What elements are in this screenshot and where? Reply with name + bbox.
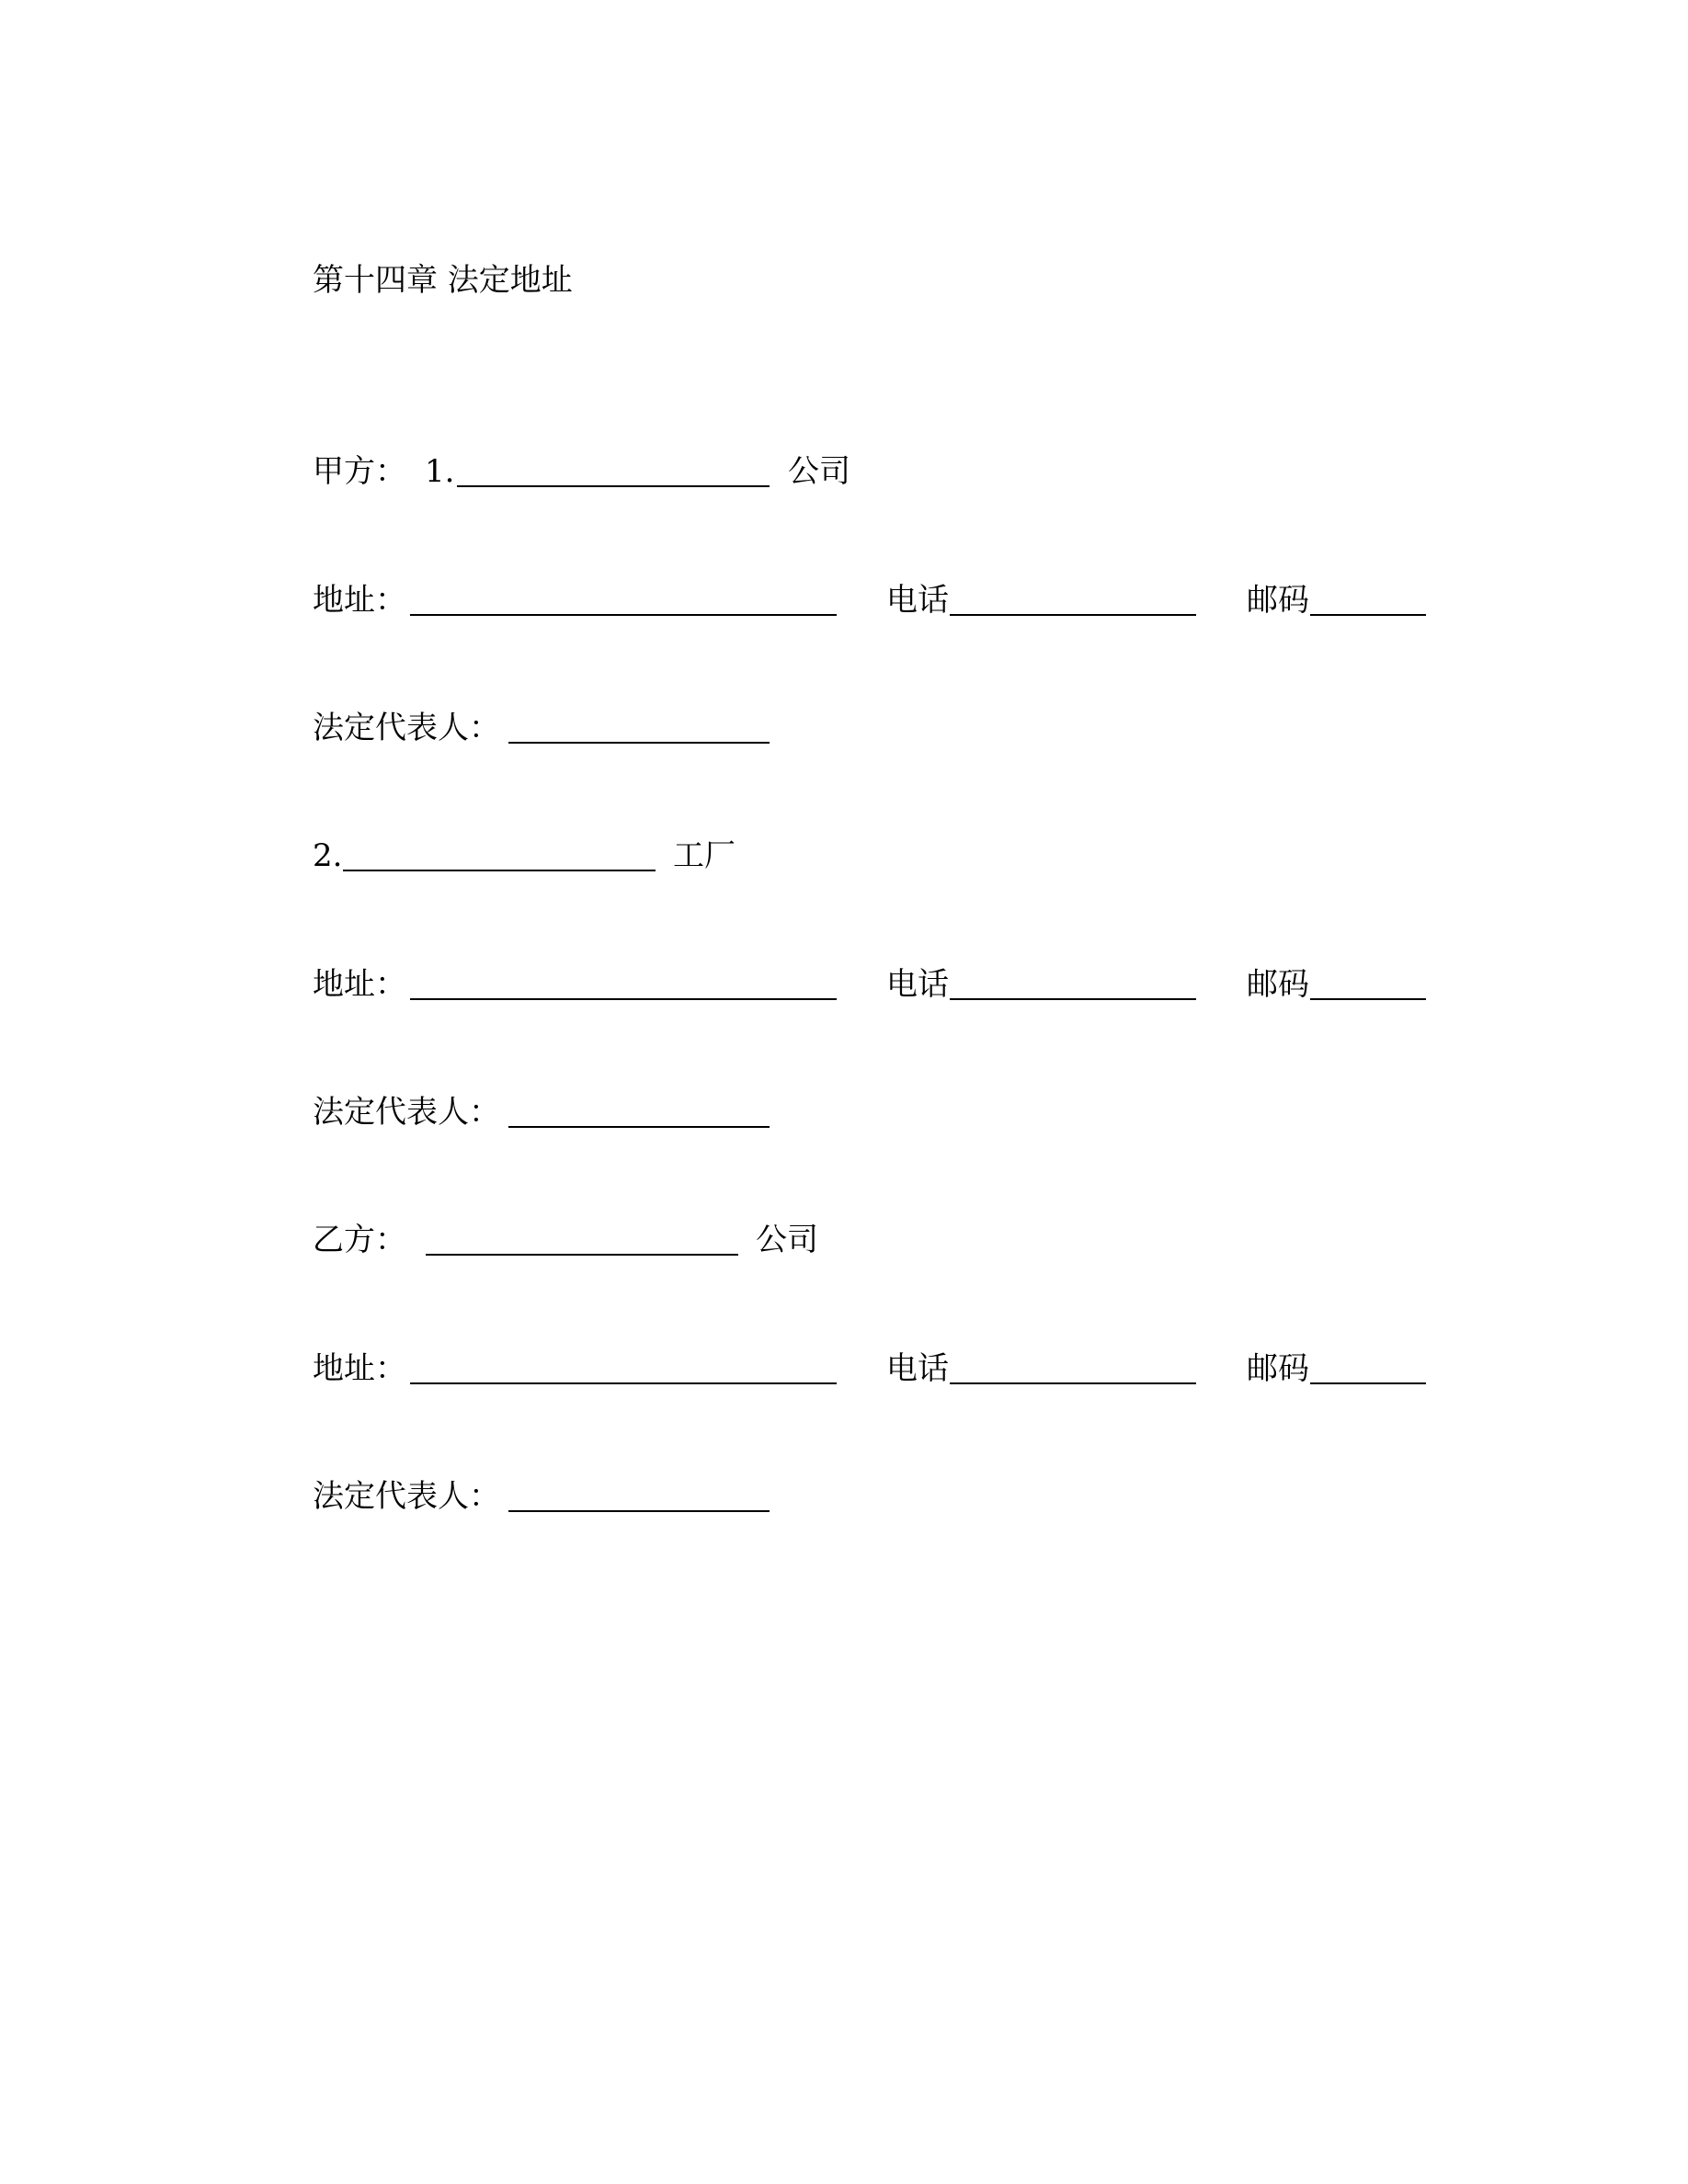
entity1-rep-label: 法定代表人： — [313, 710, 500, 746]
chapter-title: 第十四章 法定地址 — [313, 262, 573, 299]
entity1-postcode-label: 邮码 — [1247, 582, 1309, 619]
entity1-address-label: 地址： — [313, 582, 406, 619]
entity2-rep-blank[interactable] — [508, 1126, 770, 1128]
party-b-rep-blank[interactable] — [508, 1510, 770, 1512]
party-b-phone-label: 电话 — [886, 1350, 949, 1387]
party-b-address-label: 地址： — [313, 1350, 406, 1387]
entity2-phone-blank[interactable] — [950, 998, 1196, 1000]
party-a-label: 甲方： — [313, 453, 406, 490]
entity2-address-blank[interactable] — [410, 998, 837, 1000]
party-b-address-blank[interactable] — [410, 1382, 837, 1384]
entity1-address-blank[interactable] — [410, 614, 837, 616]
party-b-label: 乙方： — [313, 1222, 406, 1258]
entity2-address-label: 地址： — [313, 966, 406, 1003]
party-b-postcode-blank[interactable] — [1310, 1382, 1426, 1384]
entity1-postcode-blank[interactable] — [1310, 614, 1426, 616]
entity1-number: 1. — [425, 453, 455, 490]
entity2-number: 2. — [313, 837, 343, 874]
entity2-suffix: 工厂 — [673, 837, 736, 874]
entity1-phone-label: 电话 — [886, 582, 949, 619]
entity2-name-blank[interactable] — [343, 870, 656, 871]
entity1-rep-blank[interactable] — [508, 742, 770, 744]
entity1-suffix: 公司 — [788, 453, 850, 490]
entity1-name-blank[interactable] — [457, 485, 770, 487]
party-b-phone-blank[interactable] — [950, 1382, 1196, 1384]
entity2-postcode-blank[interactable] — [1310, 998, 1426, 1000]
party-b-rep-label: 法定代表人： — [313, 1478, 500, 1515]
entity1-phone-blank[interactable] — [950, 614, 1196, 616]
party-b-name-blank[interactable] — [426, 1254, 738, 1256]
entity2-rep-label: 法定代表人： — [313, 1094, 500, 1131]
entity2-postcode-label: 邮码 — [1247, 966, 1309, 1003]
party-b-suffix: 公司 — [756, 1222, 818, 1258]
entity2-phone-label: 电话 — [886, 966, 949, 1003]
party-b-postcode-label: 邮码 — [1247, 1350, 1309, 1387]
